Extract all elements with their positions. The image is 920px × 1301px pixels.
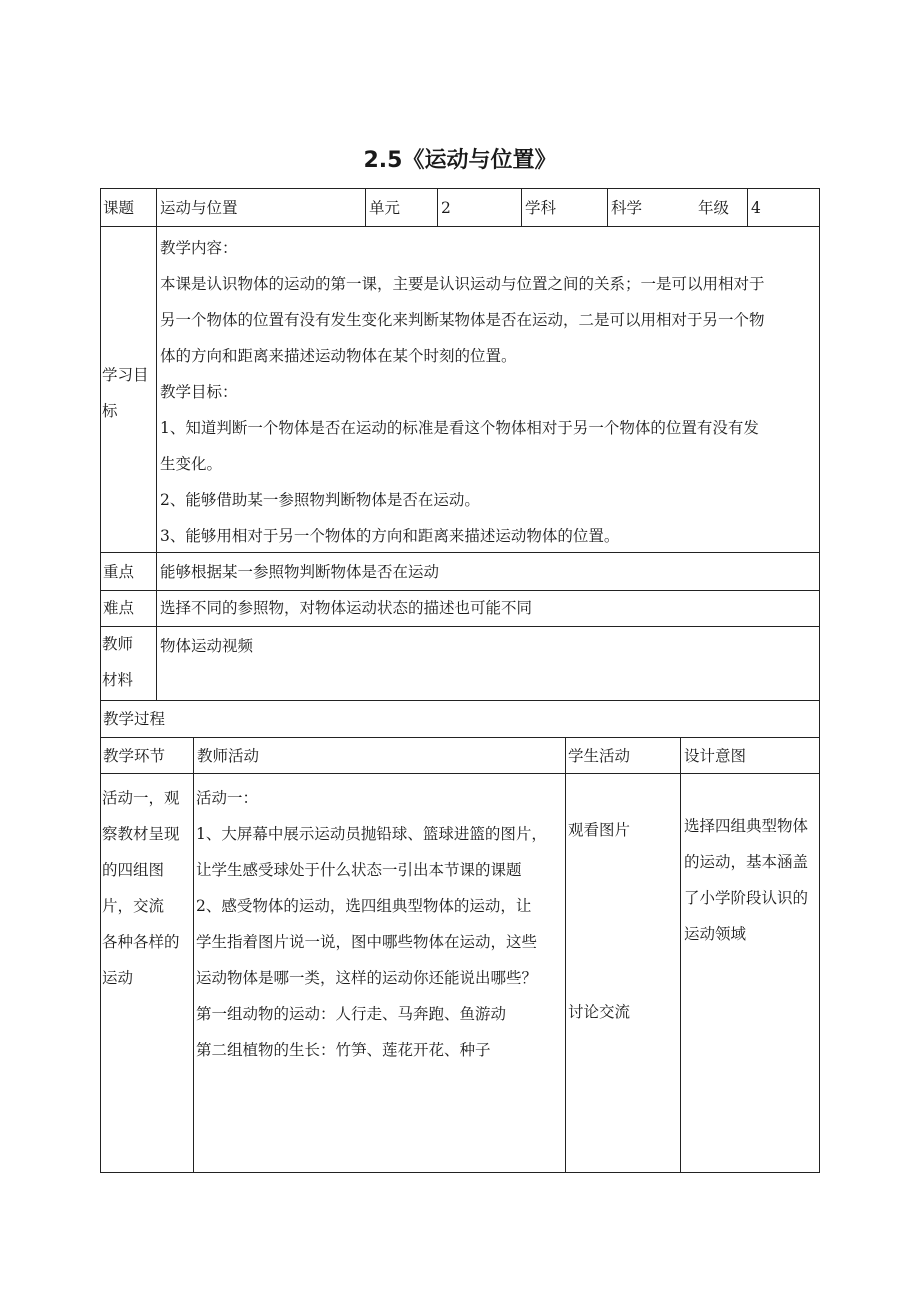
stage-line: 各种各样的: [102, 933, 180, 951]
materials-label: 教师 材料: [102, 635, 134, 689]
teacher-activity-cell: [196, 780, 547, 1068]
column-header-teacher: 教师活动: [197, 747, 260, 765]
topic-value: 运动与位置: [160, 199, 238, 217]
key-point-value: 能够根据某一参照物判断物体是否在运动: [160, 563, 440, 581]
materials-value: 物体运动视频: [160, 637, 254, 655]
process-label: 教学过程: [103, 710, 166, 728]
column-header-student: 学生活动: [568, 747, 631, 765]
unit-label: 单元: [369, 199, 401, 217]
student-activity-1: 观看图片: [568, 821, 631, 839]
teacher-line: 第二组植物的生长：竹笋、莲花开花、种子: [196, 1041, 491, 1059]
subject-label: 学科: [525, 199, 557, 217]
grade-label: 年级: [698, 199, 730, 217]
objectives-line: 生变化。: [160, 455, 223, 473]
teacher-line: 学生指着图片说一说，图中哪些物体在运动，这些: [196, 933, 538, 951]
objectives-line: 1、知道判断一个物体是否在运动的标准是看这个物体相对于另一个物体的位置有没有发: [160, 419, 759, 437]
difficulty-label: 难点: [103, 599, 135, 617]
difficulty-value: 选择不同的参照物，对物体运动状态的描述也可能不同: [160, 599, 533, 617]
objectives-line: 教学目标：: [160, 383, 238, 401]
design-line: 选择四组典型物体: [684, 817, 809, 835]
objectives-line: 体的方向和距离来描述运动物体在某个时刻的位置。: [160, 347, 517, 365]
objectives-line: 2、能够借助某一参照物判断物体是否在运动。: [160, 491, 480, 509]
column-header-stage: 教学环节: [103, 747, 166, 765]
subject-value: 科学: [611, 199, 643, 217]
teacher-line: 让学生感受球处于什么状态一引出本节课的课题: [196, 861, 522, 879]
design-line: 运动领域: [684, 925, 747, 943]
objectives-label: 学习目 标: [102, 366, 149, 420]
stage-line: 的四组图: [102, 861, 165, 879]
page-title: 2.5《运动与位置》: [363, 148, 557, 173]
teacher-line: 运动物体是哪一类，这样的运动你还能说出哪些？: [196, 969, 538, 987]
stage-line: 察教材呈现: [102, 825, 180, 843]
topic-label: 课题: [103, 199, 135, 217]
stage-line: 活动一，观: [102, 789, 180, 807]
teacher-line: 2、感受物体的运动，选四组典型物体的运动，让: [196, 897, 532, 915]
teacher-line: 活动一：: [196, 789, 259, 807]
objectives-line: 本课是认识物体的运动的第一课，主要是认识运动与位置之间的关系；一是可以用相对于: [160, 275, 765, 293]
design-intent-cell: [684, 808, 808, 952]
design-line: 了小学阶段认识的: [684, 889, 809, 907]
teacher-line: 第一组动物的运动：人行走、马奔跑、鱼游动: [196, 1005, 507, 1023]
teacher-line: 1、大屏幕中展示运动员抛铅球、篮球进篮的图片，: [196, 825, 547, 843]
design-line: 的运动，基本涵盖: [684, 853, 809, 871]
stage-line: 运动: [102, 969, 134, 987]
key-point-label: 重点: [103, 563, 135, 581]
unit-value: 2: [441, 199, 451, 217]
objectives-line: 3、能够用相对于另一个物体的方向和距离来描述运动物体的位置。: [160, 527, 620, 545]
objectives-line: 另一个物体的位置有没有发生变化来判断某物体是否在运动，二是可以用相对于另一个物: [160, 311, 765, 329]
column-header-design: 设计意图: [684, 747, 747, 765]
objectives-content: [160, 230, 765, 554]
objectives-line: 教学内容：: [160, 239, 238, 257]
stage-line: 片，交流: [102, 897, 165, 915]
student-activity-2: 讨论交流: [568, 1003, 631, 1021]
grade-value: 4: [751, 199, 761, 217]
stage-cell: [102, 780, 180, 996]
